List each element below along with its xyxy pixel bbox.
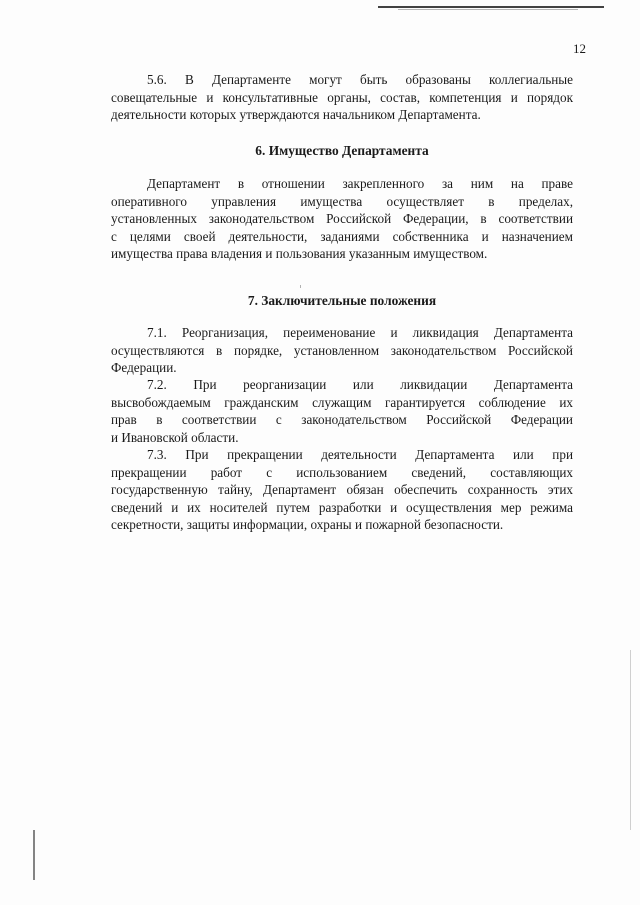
text-line: оперативного управления имущества осуществляет в пределах, — [111, 193, 573, 209]
text-line: с целями своей деятельности, заданиями собственника и назначением — [111, 228, 573, 244]
text-line: прав в соответствии с законодательством Российской Федерации — [111, 412, 573, 427]
text-line: секретности, защиты информации, охраны и пожарной безопасности. — [111, 517, 504, 532]
text-line: сведений и их носителей путем разработки и осуществления мер режима — [111, 499, 573, 515]
scan-artifact-left-mark — [33, 830, 35, 880]
page-number: 12 — [573, 41, 586, 56]
paragraph-7-3 — [111, 446, 573, 534]
text-line: высвобождаемым гражданским служащим гарантируется соблюдение их — [111, 394, 573, 410]
section-6-heading: 6. Имущество Департамента — [255, 143, 429, 158]
scan-artifact-top-line — [378, 6, 604, 8]
section-7-heading: 7. Заключительные положения — [247, 293, 437, 308]
text-line: совещательные и консультативные органы, состав, компетенция и порядок — [111, 89, 573, 105]
paragraph-7-2 — [111, 376, 573, 446]
paragraph-7-1 — [111, 324, 573, 377]
text-line: и Ивановской области. — [111, 429, 239, 445]
text-line: Федерации. — [111, 360, 177, 375]
paragraph-6 — [111, 175, 573, 263]
text-line: установленных законодательством Российской Федерации, в соответствии — [111, 211, 573, 226]
text-line: Департамент в отношении закрепленного за ним на праве — [147, 176, 573, 191]
text-line: 7.2. При реорганизации или ликвидации Департамента — [147, 377, 573, 392]
text-line: государственную тайну, Департамент обязан обеспечить сохранность этих — [111, 482, 573, 497]
scan-artifact-right-mark — [630, 650, 631, 830]
scan-artifact-speck — [300, 285, 301, 288]
text-line: деятельности которых утверждаются начальником Департамента. — [111, 107, 481, 122]
text-line: имущества права владения и пользования указанным имуществом. — [111, 246, 488, 261]
text-line: 7.3. При прекращении деятельности Департамента или при — [147, 447, 573, 462]
text-line: прекращении работ с использованием сведений, составляющих — [111, 464, 573, 480]
text-line: 5.6. В Департаменте могут быть образованы коллегиальные — [147, 72, 573, 87]
text-line: 7.1. Реорганизация, переименование и ликвидация Департамента — [147, 325, 573, 340]
text-line: осуществляются в порядке, установленном законодательством Российской — [111, 342, 573, 358]
paragraph-5-6 — [111, 71, 573, 124]
